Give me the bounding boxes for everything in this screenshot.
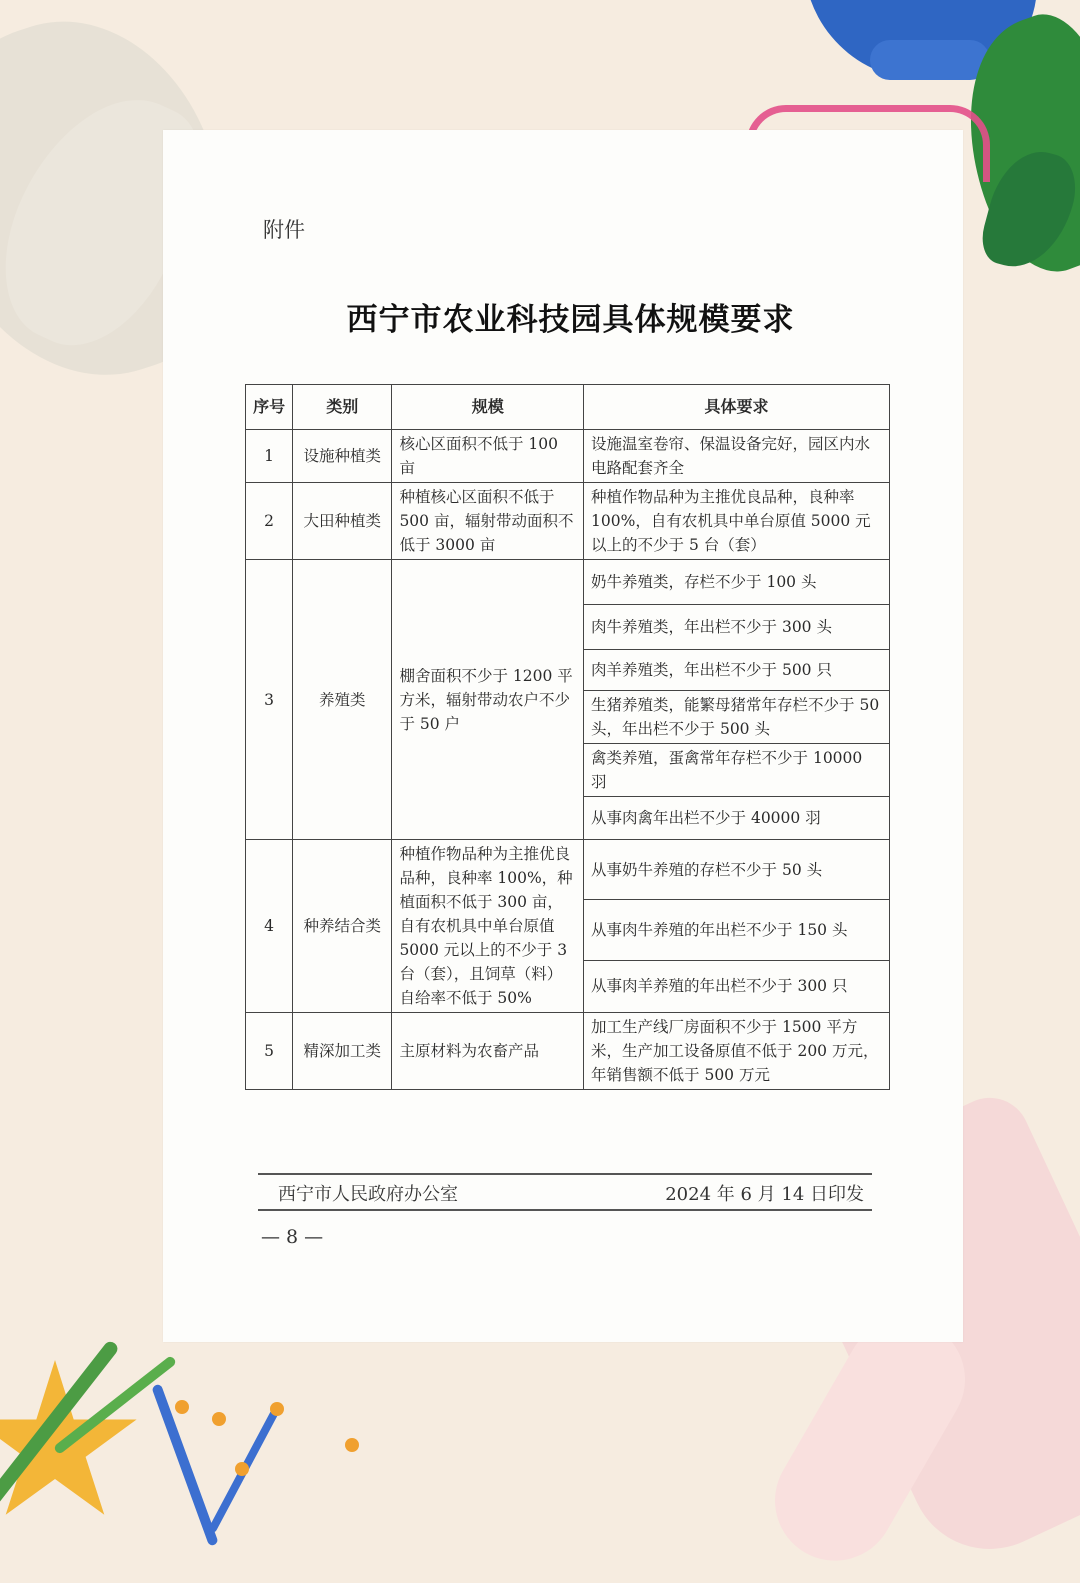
issue-date: 2024 年 6 月 14 日印发 [665,1184,864,1205]
table-row [246,483,890,560]
row-requirement: 禽类养殖，蛋禽常年存栏不少于 10000 羽 [584,744,890,797]
row-number: 5 [246,1013,293,1090]
row-requirement: 从事肉牛养殖的年出栏不少于 150 头 [584,900,890,960]
header-requirements: 具体要求 [584,385,890,430]
row-number: 3 [246,560,293,840]
header-category: 类别 [293,385,392,430]
row-category: 精深加工类 [293,1013,392,1090]
table-row [246,840,890,900]
row-category: 种养结合类 [293,840,392,1013]
blue-paint-decoration [870,40,990,80]
row-scale: 种植作物品种为主推优良品种，良种率 100%，种植面积不低于 300 亩，自有农机具中单台原值 5000 元以上的不少于 3 台（套），且饲草（料）自给率不低于 50% [392,840,584,1013]
row-scale: 核心区面积不低于 100 亩 [392,430,584,483]
row-category: 设施种植类 [293,430,392,483]
row-number: 2 [246,483,293,560]
flower-dot-decoration [235,1462,249,1476]
row-scale: 种植核心区面积不低于 500 亩，辐射带动面积不低于 3000 亩 [392,483,584,560]
row-requirement: 从事肉羊养殖的年出栏不少于 300 只 [584,960,890,1012]
table-row [246,430,890,483]
document-page [163,130,963,1342]
flower-dot-decoration [212,1412,226,1426]
attachment-label: 附件 [263,218,305,242]
page-number: — 8 — [261,1226,324,1248]
document-footer [258,1173,872,1211]
flower-dot-decoration [270,1402,284,1416]
header-number: 序号 [246,385,293,430]
row-category: 养殖类 [293,560,392,840]
row-requirement: 从事肉禽年出栏不少于 40000 羽 [584,797,890,840]
issuer-name: 西宁市人民政府办公室 [278,1184,458,1205]
row-requirement: 加工生产线厂房面积不少于 1500 平方米，生产加工设备原值不低于 200 万元，年销售额不低于 500 万元 [584,1013,890,1090]
header-scale: 规模 [392,385,584,430]
document-title: 西宁市农业科技园具体规模要求 [346,302,795,338]
row-category: 大田种植类 [293,483,392,560]
requirements-table [245,384,890,1090]
flower-dot-decoration [175,1400,189,1414]
row-requirement: 肉牛养殖类，年出栏不少于 300 头 [584,605,890,650]
row-requirement: 奶牛养殖类，存栏不少于 100 头 [584,560,890,605]
row-requirement: 生猪养殖类，能繁母猪常年存栏不少于 50 头，年出栏不少于 500 头 [584,691,890,744]
table-row [246,560,890,605]
row-scale: 棚舍面积不少于 1200 平方米，辐射带动农户不少于 50 户 [392,560,584,840]
row-scale: 主原材料为农畜产品 [392,1013,584,1090]
table-header-row [246,385,890,430]
row-requirement: 种植作物品种为主推优良品种，良种率 100%，自有农机具中单台原值 5000 元以上的不少于 5 台（套） [584,483,890,560]
row-requirement: 设施温室卷帘、保温设备完好，园区内水电路配套齐全 [584,430,890,483]
row-requirement: 肉羊养殖类，年出栏不少于 500 只 [584,650,890,691]
flower-dot-decoration [345,1438,359,1452]
row-number: 4 [246,840,293,1013]
row-number: 1 [246,430,293,483]
table-row [246,1013,890,1090]
row-requirement: 从事奶牛养殖的存栏不少于 50 头 [584,840,890,900]
